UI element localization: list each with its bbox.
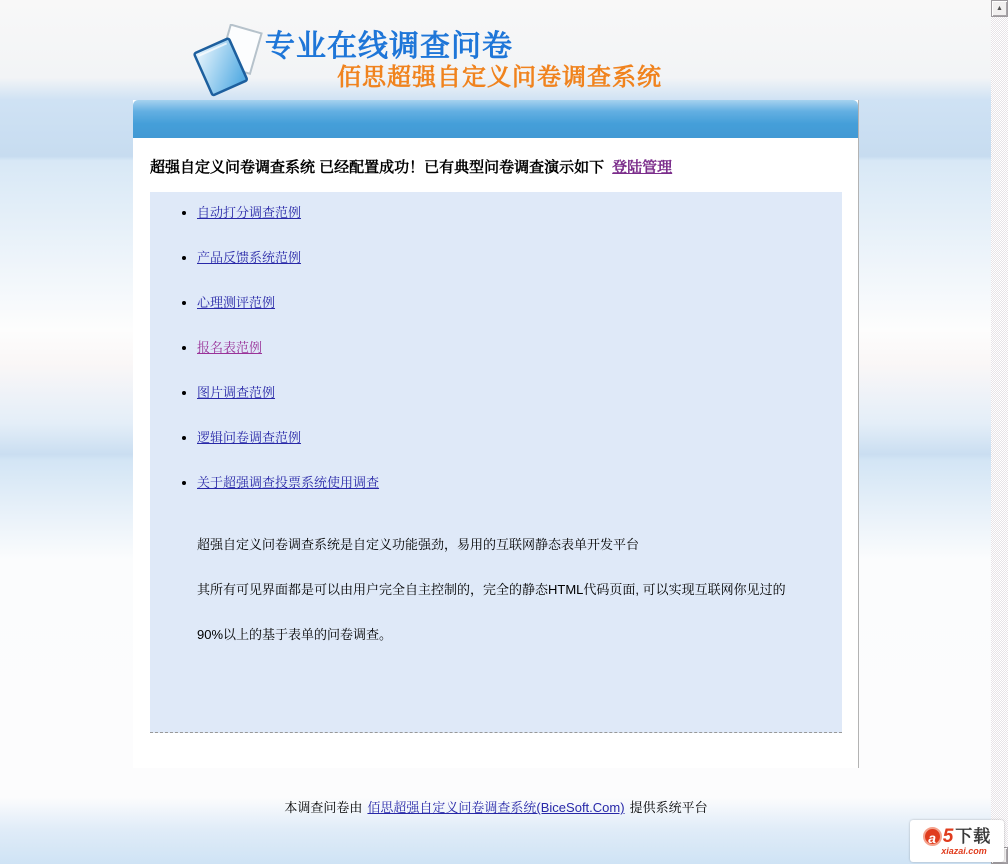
brand-text: [265, 24, 662, 100]
description-paragraph: 90%以上的基于表单的问卷调查。: [197, 627, 393, 642]
example-survey-link[interactable]: 心理测评范例: [197, 295, 276, 310]
status-heading: 超强自定义问卷调查系统 已经配置成功！已有典型问卷调查演示如下: [150, 159, 605, 176]
site-title: 专业在线调查问卷: [265, 30, 513, 63]
example-survey-link[interactable]: 逻辑问卷调查范例: [197, 430, 302, 445]
description-paragraph: 其所有可见界面都是可以由用户完全自主控制的，完全的静态HTML代码页面, 可以实现互联网你见过的: [197, 582, 786, 597]
list-item: [197, 341, 842, 355]
footer-system-link[interactable]: 佰思超强自定义问卷调查系统(BiceSoft.Com): [367, 800, 625, 815]
footer-suffix: 提供系统平台: [629, 800, 708, 815]
example-survey-link[interactable]: 图片调查范例: [197, 385, 276, 400]
top-banner: [133, 100, 858, 138]
site-subtitle: 佰思超强自定义问卷调查系统: [337, 64, 662, 91]
list-item: [197, 431, 842, 445]
document-folder-icon: [193, 24, 269, 100]
a5xiazai-watermark[interactable]: [910, 820, 1004, 862]
footer-prefix: 本调查问卷由: [284, 800, 363, 815]
watermark-brand-number: 5: [942, 825, 954, 847]
watermark-brand-row: [923, 827, 992, 847]
scrollbar[interactable]: [991, 0, 1008, 864]
example-survey-link[interactable]: 产品反馈系统范例: [197, 250, 302, 265]
scroll-up-arrow-icon: ▲: [996, 5, 1003, 12]
example-survey-link[interactable]: 报名表范例: [197, 340, 263, 355]
watermark-label: 下载: [955, 826, 992, 846]
list-item: [197, 251, 842, 265]
description-paragraph: 超强自定义问卷调查系统是自定义功能强劲，易用的互联网静态表单开发平台: [197, 537, 640, 552]
a5-logo-icon: a: [923, 827, 942, 846]
login-admin-link[interactable]: 登陆管理: [612, 159, 673, 176]
list-item: [197, 296, 842, 310]
example-link-list: [150, 192, 842, 490]
content-panel: [133, 100, 859, 768]
scrollbar-track[interactable]: [991, 17, 1008, 847]
description: [150, 538, 842, 642]
example-survey-link[interactable]: 自动打分调查范例: [197, 205, 302, 220]
list-item: [197, 476, 842, 490]
list-item: [197, 206, 842, 220]
footer: [133, 797, 859, 816]
site-header: [193, 24, 662, 100]
watermark-domain: xiazai.com: [941, 845, 987, 856]
demo-list-box: [150, 192, 842, 733]
scroll-up-button[interactable]: [991, 0, 1008, 17]
list-item: [197, 386, 842, 400]
status-heading-row: [133, 138, 858, 192]
example-survey-link[interactable]: 关于超强调查投票系统使用调查: [197, 475, 380, 490]
